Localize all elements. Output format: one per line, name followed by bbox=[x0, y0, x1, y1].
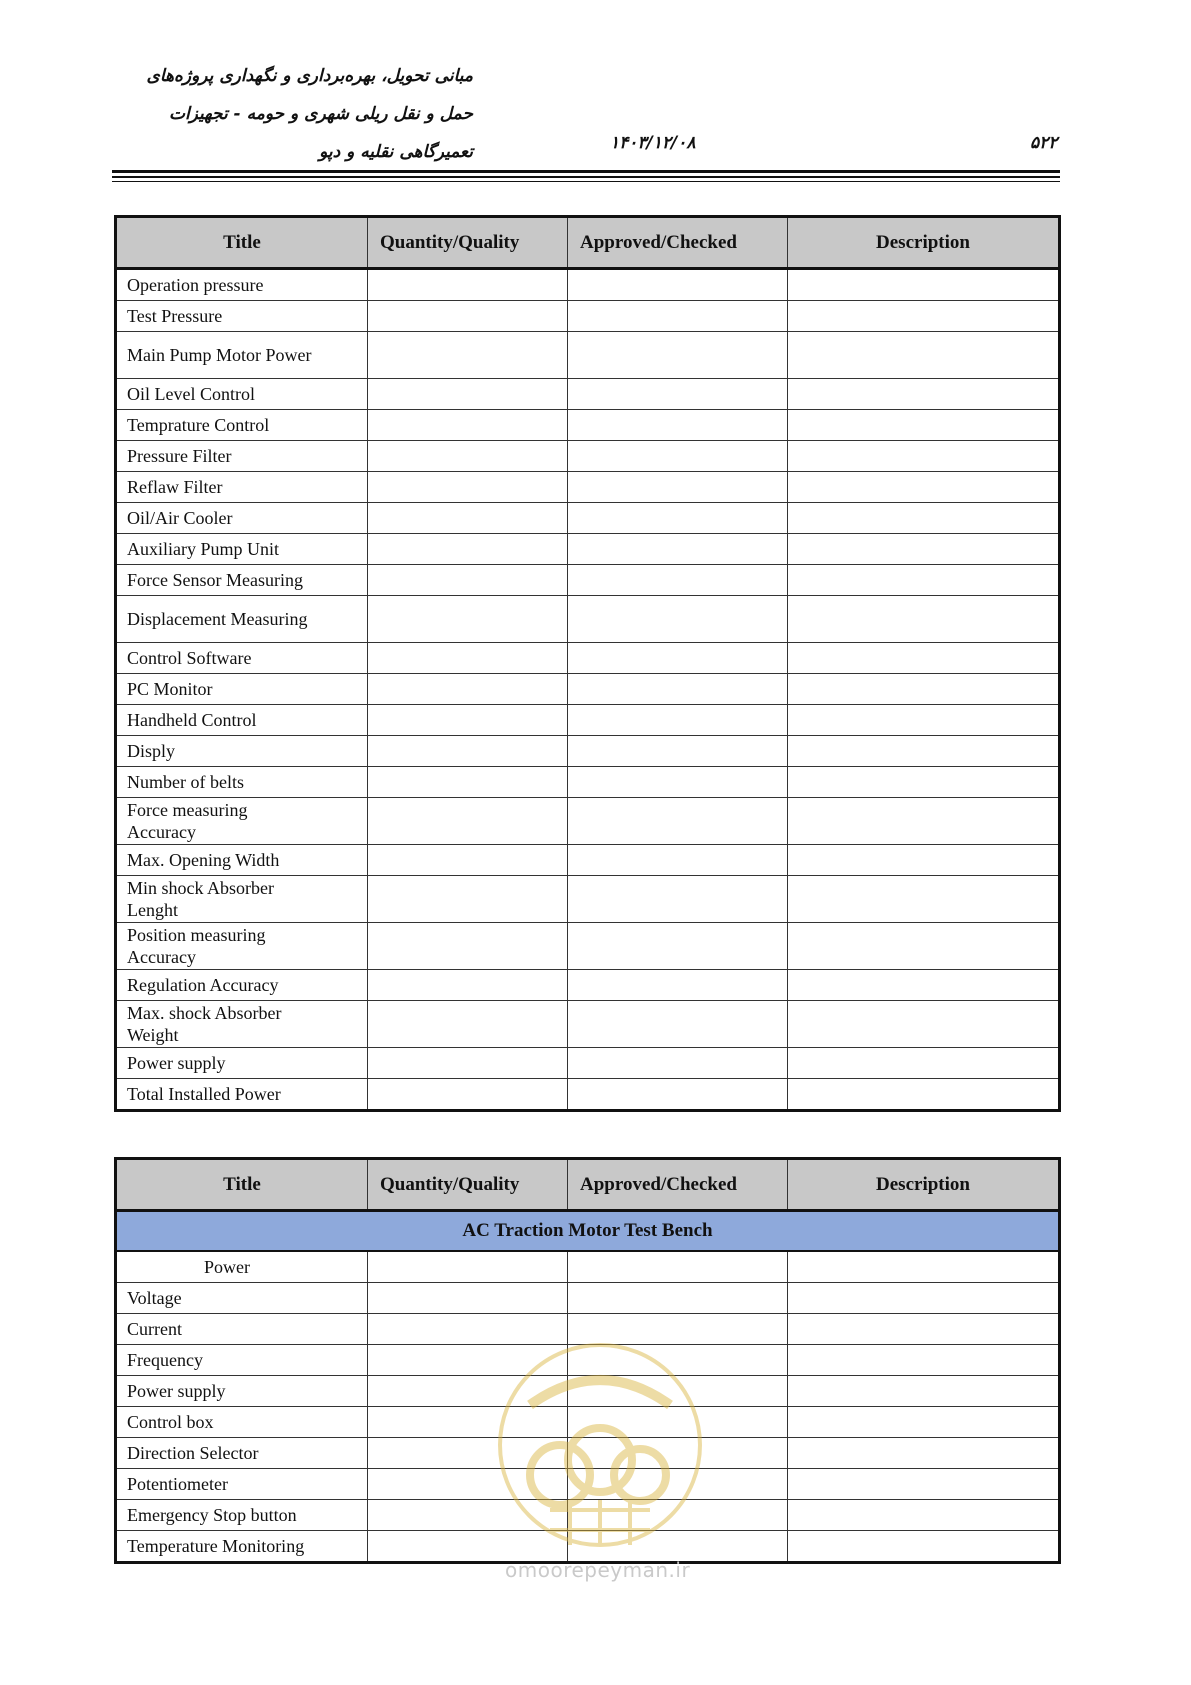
row-title-text: Pressure Filter bbox=[127, 446, 232, 466]
description-cell[interactable] bbox=[788, 1469, 1060, 1500]
row-title: Frequency bbox=[116, 1345, 368, 1376]
table-row bbox=[116, 798, 1060, 845]
row-title-text: Control Software bbox=[127, 648, 252, 668]
quantity-cell[interactable] bbox=[368, 970, 568, 1001]
approved-cell[interactable] bbox=[568, 1345, 788, 1376]
table-row bbox=[116, 332, 1060, 379]
quantity-cell[interactable] bbox=[368, 1469, 568, 1500]
row-title-text: Reflaw Filter bbox=[127, 477, 223, 497]
row-title-text: Disply bbox=[127, 741, 176, 761]
description-cell[interactable] bbox=[788, 1079, 1060, 1111]
column-header-quantity: Quantity/Quality bbox=[368, 217, 568, 269]
approved-cell[interactable] bbox=[568, 705, 788, 736]
row-title-text: Force Sensor Measuring bbox=[127, 570, 303, 590]
approved-cell[interactable] bbox=[568, 410, 788, 441]
quantity-cell[interactable] bbox=[368, 301, 568, 332]
column-header-title: Title bbox=[116, 1159, 368, 1211]
description-cell[interactable] bbox=[788, 1345, 1060, 1376]
approved-cell[interactable] bbox=[568, 643, 788, 674]
row-title: Control box bbox=[116, 1407, 368, 1438]
description-cell[interactable] bbox=[788, 970, 1060, 1001]
description-cell[interactable] bbox=[788, 596, 1060, 643]
approved-cell[interactable] bbox=[568, 674, 788, 705]
row-title-text: Number of belts bbox=[127, 772, 244, 792]
row-title bbox=[116, 643, 368, 674]
header-title-line-2: حمل و نقل ریلی شهری و حومه - تجهیزات bbox=[168, 104, 473, 124]
approved-cell[interactable] bbox=[568, 1469, 788, 1500]
table-header-row bbox=[116, 217, 1060, 269]
table-row bbox=[116, 472, 1060, 503]
quantity-cell[interactable] bbox=[368, 798, 568, 845]
quantity-cell[interactable] bbox=[368, 1283, 568, 1314]
description-cell[interactable] bbox=[788, 410, 1060, 441]
row-title bbox=[116, 705, 368, 736]
description-cell[interactable] bbox=[788, 472, 1060, 503]
table-row bbox=[116, 596, 1060, 643]
table-row bbox=[116, 876, 1060, 923]
approved-cell[interactable] bbox=[568, 736, 788, 767]
header-date: ۱۴۰۳/۱۲/۰۸ bbox=[610, 133, 696, 153]
table-row bbox=[116, 767, 1060, 798]
row-title bbox=[116, 798, 368, 845]
section-title: AC Traction Motor Test Bench bbox=[116, 1211, 1060, 1252]
table-row bbox=[116, 1048, 1060, 1079]
row-title: Emergency Stop button bbox=[116, 1500, 368, 1531]
page-number: ۵۲۲ bbox=[1030, 133, 1058, 153]
quantity-cell[interactable] bbox=[368, 596, 568, 643]
table-row bbox=[116, 1251, 1060, 1283]
row-title bbox=[116, 876, 368, 923]
description-cell[interactable] bbox=[788, 1048, 1060, 1079]
approved-cell[interactable] bbox=[568, 1001, 788, 1048]
row-title-text: Temprature Control bbox=[127, 415, 270, 435]
row-title bbox=[116, 332, 368, 379]
table-row bbox=[116, 565, 1060, 596]
quantity-cell[interactable] bbox=[368, 332, 568, 379]
row-title-text: Displacement Measuring bbox=[127, 609, 308, 629]
description-cell[interactable] bbox=[788, 332, 1060, 379]
row-title bbox=[116, 410, 368, 441]
quantity-cell[interactable] bbox=[368, 1438, 568, 1469]
table-row bbox=[116, 503, 1060, 534]
description-cell[interactable] bbox=[788, 1407, 1060, 1438]
table-row bbox=[116, 643, 1060, 674]
approved-cell[interactable] bbox=[568, 1376, 788, 1407]
row-title-text: Main Pump Motor Power bbox=[127, 345, 312, 365]
row-title bbox=[116, 534, 368, 565]
row-title bbox=[116, 441, 368, 472]
approved-cell[interactable] bbox=[568, 1251, 788, 1283]
column-header-description: Description bbox=[788, 217, 1060, 269]
quantity-cell[interactable] bbox=[368, 767, 568, 798]
approved-cell[interactable] bbox=[568, 1283, 788, 1314]
column-header-approved: Approved/Checked bbox=[568, 217, 788, 269]
header-title-line-3: تعمیرگاهی نقلیه و دپو bbox=[319, 142, 473, 162]
table-row bbox=[116, 845, 1060, 876]
row-title bbox=[116, 923, 368, 970]
approved-cell[interactable] bbox=[568, 1314, 788, 1345]
approved-cell[interactable] bbox=[568, 798, 788, 845]
approved-cell[interactable] bbox=[568, 767, 788, 798]
row-title bbox=[116, 845, 368, 876]
description-cell[interactable] bbox=[788, 1283, 1060, 1314]
header-rule bbox=[112, 181, 1060, 182]
row-title-text: Power supply bbox=[127, 1053, 226, 1073]
quantity-cell[interactable] bbox=[368, 845, 568, 876]
approved-cell[interactable] bbox=[568, 379, 788, 410]
quantity-cell[interactable] bbox=[368, 441, 568, 472]
row-title bbox=[116, 269, 368, 301]
description-cell[interactable] bbox=[788, 269, 1060, 301]
quantity-cell[interactable] bbox=[368, 1314, 568, 1345]
table-row bbox=[116, 269, 1060, 301]
approved-cell[interactable] bbox=[568, 970, 788, 1001]
description-cell[interactable] bbox=[788, 379, 1060, 410]
row-title bbox=[116, 1001, 368, 1048]
description-cell[interactable] bbox=[788, 923, 1060, 970]
quantity-cell[interactable] bbox=[368, 1251, 568, 1283]
quantity-cell[interactable] bbox=[368, 379, 568, 410]
description-cell[interactable] bbox=[788, 1001, 1060, 1048]
table-row bbox=[116, 736, 1060, 767]
table-row bbox=[116, 1001, 1060, 1048]
table-row bbox=[116, 441, 1060, 472]
quantity-cell[interactable] bbox=[368, 472, 568, 503]
quantity-cell[interactable] bbox=[368, 1376, 568, 1407]
row-title-text: Oil Level Control bbox=[127, 384, 255, 404]
row-title-text: Min shock Absorber Lenght bbox=[127, 878, 274, 920]
description-cell[interactable] bbox=[788, 736, 1060, 767]
approved-cell[interactable] bbox=[568, 269, 788, 301]
row-title-text: Handheld Control bbox=[127, 710, 257, 730]
quantity-cell[interactable] bbox=[368, 1001, 568, 1048]
table-row bbox=[116, 534, 1060, 565]
approved-cell[interactable] bbox=[568, 565, 788, 596]
approved-cell[interactable] bbox=[568, 1048, 788, 1079]
quantity-cell[interactable] bbox=[368, 643, 568, 674]
quantity-cell[interactable] bbox=[368, 1079, 568, 1111]
approved-cell[interactable] bbox=[568, 876, 788, 923]
row-title-text: Auxiliary Pump Unit bbox=[127, 539, 279, 559]
table-row bbox=[116, 410, 1060, 441]
table-row bbox=[116, 1438, 1060, 1469]
watermark-site: omoorepeyman.ir bbox=[505, 1558, 691, 1582]
row-title-text: Position measuring Accuracy bbox=[127, 925, 266, 967]
quantity-cell[interactable] bbox=[368, 410, 568, 441]
quantity-cell[interactable] bbox=[368, 923, 568, 970]
header-title-line-1: مبانی تحویل، بهره‌برداری و نگهداری پروژه‌های bbox=[146, 66, 473, 86]
section-row bbox=[116, 1211, 1060, 1252]
row-title bbox=[116, 1079, 368, 1111]
table-row bbox=[116, 1283, 1060, 1314]
column-header-title: Title bbox=[116, 217, 368, 269]
description-cell[interactable] bbox=[788, 441, 1060, 472]
approved-cell[interactable] bbox=[568, 332, 788, 379]
quantity-cell[interactable] bbox=[368, 1500, 568, 1531]
table-header-row bbox=[116, 1159, 1060, 1211]
description-cell[interactable] bbox=[788, 1438, 1060, 1469]
table-row bbox=[116, 1407, 1060, 1438]
header-rule bbox=[112, 170, 1060, 173]
approved-cell[interactable] bbox=[568, 1079, 788, 1111]
row-title: Temperature Monitoring bbox=[116, 1531, 368, 1563]
quantity-cell[interactable] bbox=[368, 674, 568, 705]
description-cell[interactable] bbox=[788, 503, 1060, 534]
quantity-cell[interactable] bbox=[368, 1407, 568, 1438]
row-title: Voltage bbox=[116, 1283, 368, 1314]
row-title: Power supply bbox=[116, 1376, 368, 1407]
quantity-cell[interactable] bbox=[368, 1345, 568, 1376]
description-cell[interactable] bbox=[788, 565, 1060, 596]
row-title bbox=[116, 472, 368, 503]
description-cell[interactable] bbox=[788, 1500, 1060, 1531]
description-cell[interactable] bbox=[788, 674, 1060, 705]
table-row bbox=[116, 970, 1060, 1001]
row-title-text: PC Monitor bbox=[127, 679, 213, 699]
row-title: Potentiometer bbox=[116, 1469, 368, 1500]
row-title: Power bbox=[116, 1251, 368, 1283]
description-cell[interactable] bbox=[788, 705, 1060, 736]
row-title-text: Force measuring Accuracy bbox=[127, 800, 248, 842]
approved-cell[interactable] bbox=[568, 301, 788, 332]
table-row bbox=[116, 1314, 1060, 1345]
quantity-cell[interactable] bbox=[368, 534, 568, 565]
quantity-cell[interactable] bbox=[368, 705, 568, 736]
row-title-text: Regulation Accuracy bbox=[127, 975, 279, 995]
row-title bbox=[116, 736, 368, 767]
table-row bbox=[116, 1376, 1060, 1407]
row-title-text: Oil/Air Cooler bbox=[127, 508, 233, 528]
header-rule bbox=[112, 176, 1060, 178]
description-cell[interactable] bbox=[788, 876, 1060, 923]
row-title bbox=[116, 767, 368, 798]
quantity-cell[interactable] bbox=[368, 503, 568, 534]
row-title-text: Max. Opening Width bbox=[127, 850, 280, 870]
description-cell[interactable] bbox=[788, 1531, 1060, 1563]
row-title-text: Total Installed Power bbox=[127, 1084, 281, 1104]
quantity-cell[interactable] bbox=[368, 876, 568, 923]
approved-cell[interactable] bbox=[568, 1500, 788, 1531]
row-title bbox=[116, 301, 368, 332]
description-cell[interactable] bbox=[788, 1251, 1060, 1283]
description-cell[interactable] bbox=[788, 534, 1060, 565]
table-row bbox=[116, 923, 1060, 970]
table-row bbox=[116, 1500, 1060, 1531]
row-title bbox=[116, 1048, 368, 1079]
approved-cell[interactable] bbox=[568, 1407, 788, 1438]
row-title: Current bbox=[116, 1314, 368, 1345]
table-row bbox=[116, 379, 1060, 410]
approved-cell[interactable] bbox=[568, 923, 788, 970]
description-cell[interactable] bbox=[788, 1314, 1060, 1345]
table-row bbox=[116, 674, 1060, 705]
column-header-description: Description bbox=[788, 1159, 1060, 1211]
spec-table-1 bbox=[114, 215, 1061, 1112]
approved-cell[interactable] bbox=[568, 472, 788, 503]
row-title bbox=[116, 565, 368, 596]
row-title bbox=[116, 379, 368, 410]
row-title: Direction Selector bbox=[116, 1438, 368, 1469]
approved-cell[interactable] bbox=[568, 1438, 788, 1469]
description-cell[interactable] bbox=[788, 643, 1060, 674]
quantity-cell[interactable] bbox=[368, 736, 568, 767]
description-cell[interactable] bbox=[788, 301, 1060, 332]
table-row bbox=[116, 1345, 1060, 1376]
row-title-text: Operation pressure bbox=[127, 275, 264, 295]
spec-table-2 bbox=[114, 1157, 1061, 1564]
quantity-cell[interactable] bbox=[368, 269, 568, 301]
description-cell[interactable] bbox=[788, 1376, 1060, 1407]
row-title-text: Max. shock Absorber Weight bbox=[127, 1003, 282, 1045]
approved-cell[interactable] bbox=[568, 845, 788, 876]
row-title-text: Test Pressure bbox=[127, 306, 223, 326]
quantity-cell[interactable] bbox=[368, 1048, 568, 1079]
description-cell[interactable] bbox=[788, 845, 1060, 876]
description-cell[interactable] bbox=[788, 767, 1060, 798]
table-row bbox=[116, 705, 1060, 736]
quantity-cell[interactable] bbox=[368, 565, 568, 596]
approved-cell[interactable] bbox=[568, 596, 788, 643]
table-row bbox=[116, 1469, 1060, 1500]
row-title bbox=[116, 970, 368, 1001]
row-title bbox=[116, 503, 368, 534]
approved-cell[interactable] bbox=[568, 534, 788, 565]
approved-cell[interactable] bbox=[568, 503, 788, 534]
table-row bbox=[116, 301, 1060, 332]
column-header-quantity: Quantity/Quality bbox=[368, 1159, 568, 1211]
table-row bbox=[116, 1079, 1060, 1111]
approved-cell[interactable] bbox=[568, 441, 788, 472]
row-title bbox=[116, 674, 368, 705]
description-cell[interactable] bbox=[788, 798, 1060, 845]
row-title bbox=[116, 596, 368, 643]
column-header-approved: Approved/Checked bbox=[568, 1159, 788, 1211]
